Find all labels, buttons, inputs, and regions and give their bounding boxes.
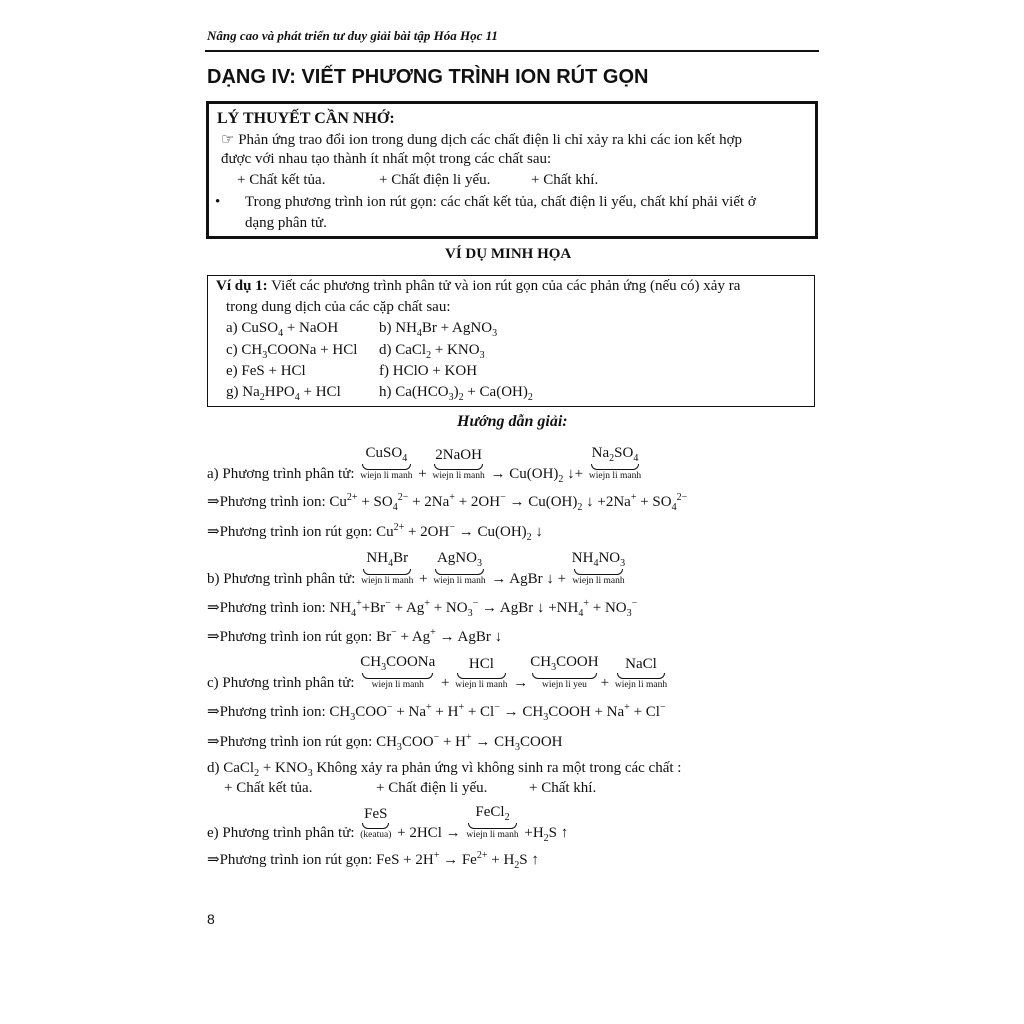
label-ion: Phương trình ion:	[219, 704, 326, 720]
strong-label: wiejn li manh	[432, 471, 485, 481]
eq-d-text: d) CaCl$_2$ + $KNO_3$ Không xảy ra phản ứng vì không sinh ra một trong các chất :	[207, 760, 682, 779]
page-number: 8	[207, 911, 215, 927]
example-line1	[216, 278, 740, 295]
pair-f: f) HClO + KOH	[379, 363, 478, 379]
eq-c-ion: ⇒Phương trình ion: $CH_3COO^- + Na^+ + H^+ + Cl^-$ → $CH_3COOH + Na^+ + Cl^-$	[207, 702, 666, 723]
eq-a-molecular: a) Phương trình phân tử: CuSO$_4$ wiejn li manh + 2NaOH wiejn li manh → $Cu(OH)_2$ ↓+ $Na_2SO_4$ wiejn li manh	[207, 445, 642, 485]
theory-option-2: + Chất điện li yếu.	[379, 172, 491, 188]
label-molecular: Phương trình phân tử:	[222, 825, 355, 841]
eq-e-net: ⇒Phương trình ion rút gọn: FeS + $2H^+ \to Fe^{2+} + H_2S$ ↑	[207, 850, 539, 871]
theory-box	[206, 101, 818, 239]
pair-g: g) $Na_2HPO_4$ + HCl	[226, 384, 341, 403]
label-molecular: Phương trình phân tử:	[222, 466, 355, 482]
strong-label: wiejn li manh	[360, 471, 413, 481]
label-net: Phương trình ion rút gọn:	[219, 852, 373, 868]
d-option-1: + Chất kết tủa.	[224, 780, 313, 796]
eq-b-molecular: b) Phương trình phân tử: $NH_4Br$ wiejn li manh + AgNO$_3$ wiejn li manh → AgBr ↓ + $NH_4NO_3$ wiejn li manh	[207, 550, 626, 587]
examples-heading: VÍ DỤ MINH HỌA	[445, 246, 572, 262]
pair-d: d) CaCl$_2$ + $KNO_3$	[379, 342, 485, 361]
label-net: Phương trình ion rút gọn:	[219, 524, 373, 540]
strong-label: wiejn li manh	[614, 680, 668, 690]
eq-b-ion: ⇒Phương trình ion: $NH_4^++Br^- + Ag^+ + NO_3^-$ → AgBr ↓ $+NH_4^+ + NO_3^-$	[207, 598, 638, 619]
strong-label: wiejn li manh	[572, 576, 625, 586]
precipitate-label: (keatua)	[360, 830, 392, 840]
example-text: Viết các phương trình phân tử và ion rút gọn của các phản ứng (nếu có) xảy ra	[271, 278, 741, 294]
running-header: Nâng cao và phát triển tư duy giải bài tập Hóa Học 11	[207, 28, 498, 43]
theory-point-1	[221, 130, 742, 149]
eq-a-ion: ⇒Phương trình ion: $Cu^{2+} + SO_4^{2-} + 2Na^+ + 2OH^- \to Cu(OH)_2$ ↓ $+2Na^+ + SO_4^{2-}$	[207, 492, 688, 513]
example-box	[207, 275, 815, 407]
strong-label: wiejn li manh	[371, 680, 424, 690]
strong-label: wiejn li manh	[466, 830, 519, 840]
theory-option-1: + Chất kết tủa.	[237, 172, 326, 188]
header-rule	[205, 50, 819, 52]
strong-label: wiejn li manh	[588, 471, 642, 481]
weak-label: wiejn li yeu	[542, 680, 587, 690]
theory-p1-line1: Phản ứng trao đổi ion trong dung dịch các chất điện li chỉ xảy ra khi các ion kết hợp	[238, 132, 743, 148]
strong-label: wiejn li manh	[361, 576, 414, 586]
theory-p2-line2: dạng phân tử.	[245, 215, 327, 231]
strong-label: wiejn li manh	[433, 576, 486, 586]
bullet-icon: •	[215, 194, 221, 210]
theory-p2-line1: Trong phương trình ion rút gọn: các chất kết tủa, chất điện li yếu, chất khí phải viết ở	[245, 194, 756, 210]
section-title: DẠNG IV: VIẾT PHƯƠNG TRÌNH ION RÚT GỌN	[207, 66, 649, 88]
label-ion: Phương trình ion:	[219, 600, 326, 616]
theory-option-3: + Chất khí.	[531, 172, 599, 188]
pair-h: h) $Ca(HCO_3)_2 + Ca(OH)_2$	[379, 384, 533, 403]
eq-b-net: ⇒Phương trình ion rút gọn: Br− + Ag+ → AgBr ↓	[207, 627, 503, 645]
label-molecular: Phương trình phân tử:	[223, 571, 356, 587]
pair-b: b) $NH_4Br$ + AgNO$_3$	[379, 320, 498, 339]
label-ion: Phương trình ion:	[219, 494, 326, 510]
strong-label: wiejn li manh	[455, 680, 508, 690]
d-option-2: + Chất điện li yếu.	[376, 780, 488, 796]
pair-e: e) FeS + HCl	[226, 363, 306, 379]
theory-heading: LÝ THUYẾT CẦN NHỚ:	[217, 110, 395, 127]
label-molecular: Phương trình phân tử:	[222, 675, 355, 691]
label-net: Phương trình ion rút gọn:	[219, 629, 373, 645]
label-net: Phương trình ion rút gọn:	[219, 734, 373, 750]
eq-a-net: ⇒Phương trình ion rút gọn: $Cu^{2+} + 2OH^- \to Cu(OH)_2$ ↓	[207, 522, 543, 543]
eq-e-molecular: e) Phương trình phân tử: FeS (keatua) + 2HCl → FeCl$_2$ wiejn li manh $+H_2S$ ↑	[207, 804, 569, 844]
d-option-3: + Chất khí.	[529, 780, 597, 796]
solution-heading: Hướng dẫn giải:	[457, 413, 568, 430]
eq-c-molecular: c) Phương trình phân tử: $CH_3COONa$ wiejn li manh + HCl wiejn li manh → $CH_3COOH$ wiejn li yeu + NaCl wiejn li manh	[207, 654, 668, 691]
theory-p1-line2: được với nhau tạo thành ít nhất một trong các chất sau:	[221, 151, 552, 167]
pointing-hand-icon: ☞	[221, 132, 235, 148]
example-label: Ví dụ 1:	[216, 278, 268, 294]
example-line2: trong dung dịch của các cặp chất sau:	[226, 299, 451, 315]
pair-a: a) CuSO$_4$ + NaOH	[226, 320, 339, 339]
pair-c: c) $CH_3COONa$ + HCl	[226, 342, 358, 361]
eq-c-net: ⇒Phương trình ion rút gọn: $CH_3COO^- + H^+$ → $CH_3COOH$	[207, 732, 563, 753]
